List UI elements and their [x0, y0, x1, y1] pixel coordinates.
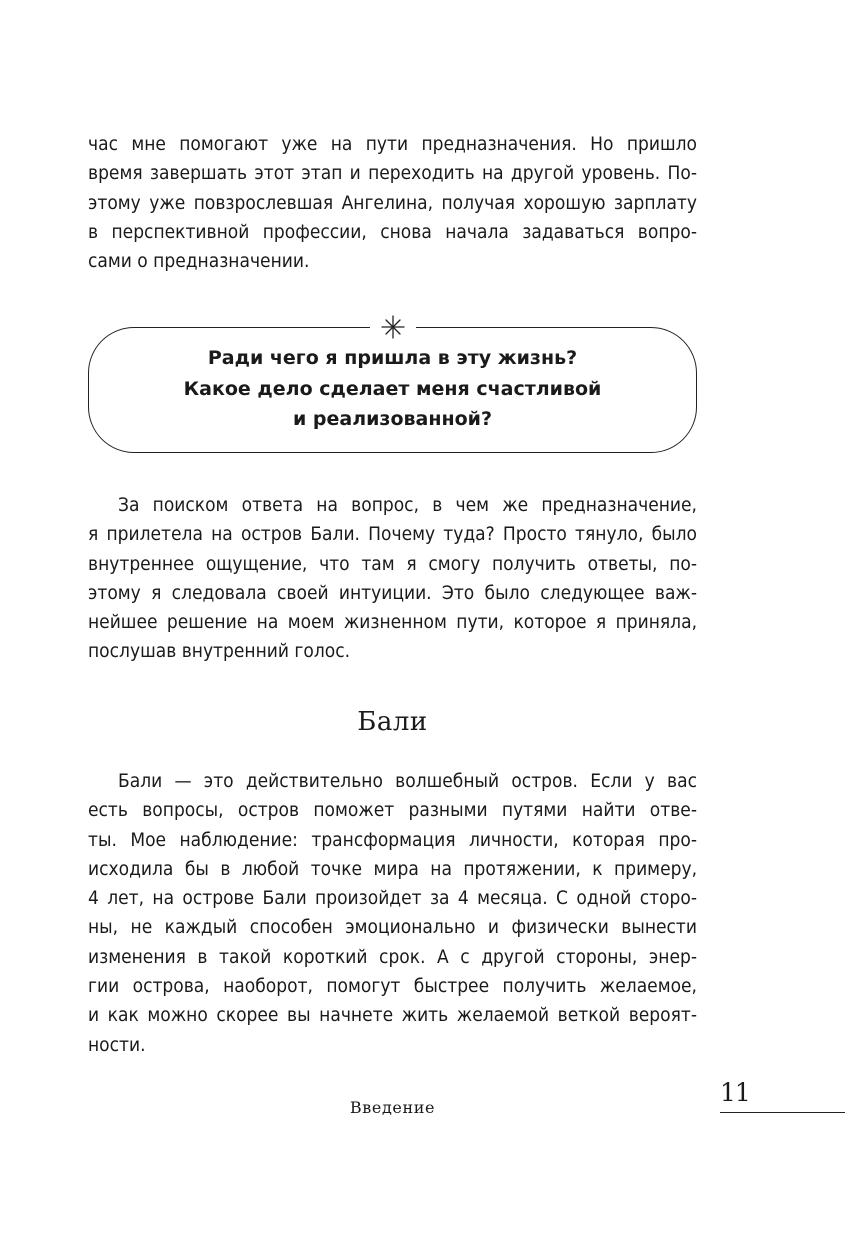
text-line: гии острова, наоборот, помогут быстрее получить желаемое,: [88, 975, 697, 998]
sparkle-icon: [370, 312, 416, 342]
text-line: Бали — это действительно волшебный остров. Если у вас: [118, 770, 697, 792]
text-line: исходила бы в любой точке мира на протяжении, к примеру,: [88, 857, 697, 880]
text-line: изменения в такой короткий срок. А с другой стороны, энер-: [88, 945, 697, 968]
callout-line: Ради чего я пришла в эту жизнь?: [207, 347, 578, 369]
text-line: внутреннее ощущение, что там я смогу получить ответы, по-: [88, 552, 697, 575]
callout-line: и реализованной?: [292, 408, 493, 430]
text-line: послушав внутренний голос.: [88, 640, 351, 663]
callout-question: [88, 343, 697, 435]
text-line: и как можно скорее вы начнете жить желаемой веткой вероят-: [88, 1004, 697, 1027]
paragraph-intro-end: [88, 130, 697, 276]
section-heading: Бали: [357, 707, 428, 737]
text-line: За поиском ответа на вопрос, в чем же предназначение,: [118, 494, 697, 516]
text-line: в перспективной профессии, снова начала задаваться вопро-: [88, 220, 697, 243]
running-title: Введение: [349, 1098, 436, 1117]
text-line: этому я следовала своей интуиции. Это было следующее важ-: [88, 581, 697, 604]
text-line: 4 лет, на острове Бали произойдет за 4 месяца. С одной сторо-: [88, 887, 697, 910]
text-line: ности.: [88, 1033, 146, 1056]
text-line: этому уже повзрослевшая Ангелина, получая хорошую зарплату: [88, 191, 697, 214]
text-line: нейшее решение на моем жизненном пути, которое я приняла,: [88, 611, 697, 634]
page-number-rule: [720, 1112, 845, 1113]
paragraph-bali-decision: [88, 491, 697, 667]
text-line: есть вопросы, остров поможет разными путями найти отве-: [88, 799, 697, 822]
text-line: я прилетела на остров Бали. Почему туда? Просто тянуло, было: [88, 523, 697, 546]
text-line: ны, не каждый способен эмоционально и физически вынести: [88, 916, 697, 939]
text-line: время завершать этот этап и переходить на другой уровень. По-: [88, 162, 697, 185]
callout-line: Какое дело сделает меня счастливой: [183, 377, 602, 400]
page-number: 11: [720, 1078, 750, 1107]
text-line: сами о предназначении.: [88, 250, 310, 273]
text-line: час мне помогают уже на пути предназначения. Но пришло: [88, 133, 697, 155]
paragraph-bali-island: [88, 767, 697, 1060]
text-line: ты. Мое наблюдение: трансформация личности, которая про-: [88, 828, 697, 851]
